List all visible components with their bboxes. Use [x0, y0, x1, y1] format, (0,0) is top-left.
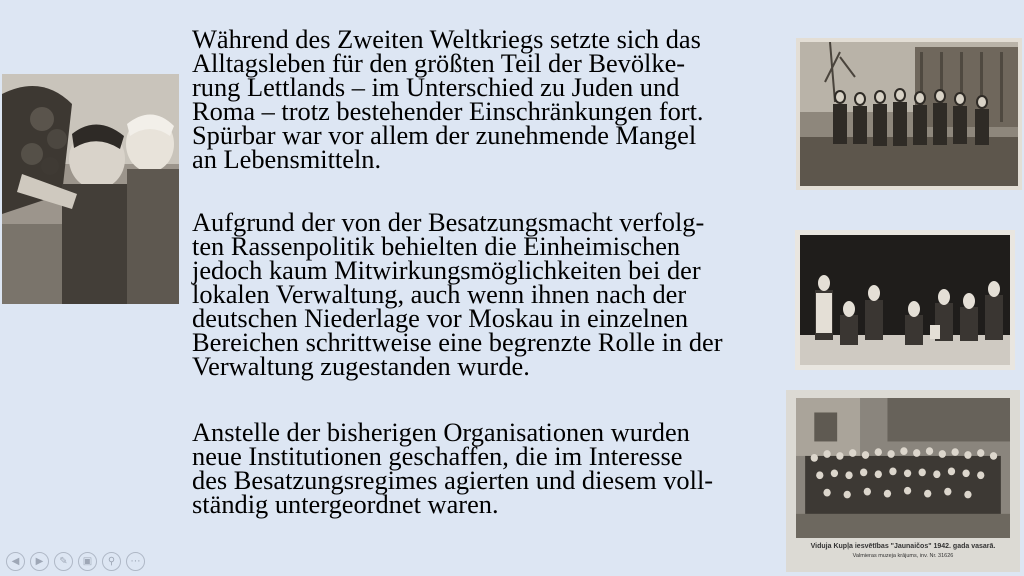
- text-line: Roma – trotz bestehender Einschränkungen fort.: [192, 96, 704, 126]
- pen-icon[interactable]: ✎: [54, 552, 73, 571]
- text-line: des Besatzungsregimes agierten und diesem voll-: [192, 465, 714, 495]
- text-line: rung Lettlands – im Unterschied zu Juden und: [192, 72, 680, 102]
- photo-large-group: [786, 390, 1020, 572]
- photo-children-apples: [2, 74, 179, 304]
- text-line: Verwaltung zugestanden wurde.: [192, 351, 530, 381]
- text-line: an Lebensmitteln.: [192, 144, 382, 174]
- next-icon[interactable]: ▶: [30, 552, 49, 571]
- text-line: lokalen Verwaltung, auch wenn ihnen nach der: [192, 279, 687, 309]
- text-paragraph-2: [192, 207, 723, 381]
- text-line: ten Rassenpolitik behielten die Einheimischen: [192, 231, 681, 261]
- text-line: ständig untergeordnet waren.: [192, 489, 499, 519]
- text-line: Während des Zweiten Weltkriegs setzte sich das: [192, 24, 701, 54]
- photo-caption-title: Viduja Kupļa iesvētības "Jaunaičos" 1942. gada vasarā.: [810, 543, 996, 550]
- photo-caption: [786, 542, 1020, 560]
- text-paragraph-3: [192, 417, 714, 519]
- text-line: neue Institutionen geschaffen, die im Interesse: [192, 441, 683, 471]
- slides-icon[interactable]: ▣: [78, 552, 97, 571]
- text-paragraph-1: [192, 24, 704, 174]
- text-line: Bereichen schrittweise eine begrenzte Rolle in der: [192, 327, 723, 357]
- photo-group-table: [795, 230, 1015, 370]
- presentation-toolbar: [6, 552, 145, 572]
- zoom-icon[interactable]: ⚲: [102, 552, 121, 571]
- previous-icon[interactable]: ◀: [6, 552, 25, 571]
- text-line: deutschen Niederlage vor Moskau in einzelnen: [192, 303, 689, 333]
- photo-caption-source: Valmieras muzeja krājums, inv. Nr. 31626: [852, 553, 954, 559]
- photo-group-outdoors: [796, 38, 1022, 190]
- text-line: Alltagsleben für den größten Teil der Bevölke-: [192, 48, 686, 78]
- text-line: jedoch kaum Mitwirkungsmöglichkeiten bei der: [192, 255, 701, 285]
- text-line: Anstelle der bisherigen Organisationen wurden: [192, 417, 690, 447]
- text-line: Aufgrund der von der Besatzungsmacht verfolg-: [192, 207, 705, 237]
- text-line: Spürbar war vor allem der zunehmende Mangel: [192, 120, 697, 150]
- more-icon[interactable]: ⋯: [126, 552, 145, 571]
